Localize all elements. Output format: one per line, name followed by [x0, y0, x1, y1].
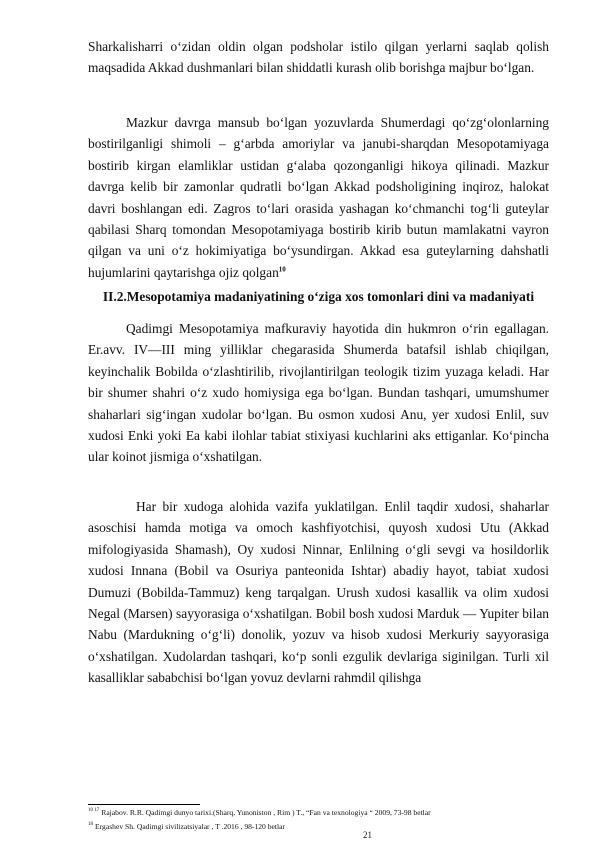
footnote-ref-10: 10 — [278, 265, 286, 274]
footnote-2-text: Ergashev Sh. Qadimgi sivilizatsiyalar , T .2016 , 98-120 betlar — [95, 822, 286, 831]
paragraph-3: Qadimgi Mesopotamiya mafkuraviy hayotida din hukmron o‘rin egallagan. Er.avv. IV—III ming yilliklar chegarasida Shumerda batafsil ishlab chiqilgan, keyinchalik Bobilda o‘zlashtirilib, rivojlantirilgan teologik tizim yuzaga keladi. Har bir shumer shahri o‘z xudo homiysiga ega bo‘lgan. Bundan tashqari, umumshumer shaharlari sig‘ingan xudolar bo‘lgan. Bu osmon xudosi Anu, yer xudosi Enlil, suv xudosi Enki yoki Ea kabi ilohlar tabiat stixiyasi kuchlarini aks ettiganlar. Ko‘pincha ular koinot jismiga o‘xshatilgan. — [88, 321, 549, 465]
footnote-divider — [88, 804, 200, 805]
paragraph-2 — [88, 112, 549, 283]
paragraph-4: Har bir xudoga alohida vazifa yuklatilgan. Enlil taqdir xudosi, shaharlar asoschisi hamda motiga va omoch kashfiyotchisi, quyosh xudosi Utu (Akkad mifologiyasida Shamash), Oy xudosi Ninnar, Enlilning o‘gli sevgi va hosildorlik xudosi Innana (Bobil va Osuriya panteonida Ishtar) abadiy hayot, tabiat xudosi Dumuzi (Bobilda-Tammuz) keng tarqalgan. Urush xudosi kasallik va olim xudosi Negal (Marsen) sayyorasiga o‘xshatilgan. Bobil bosh xudosi Marduk — Yupiter bilan Nabu (Mardukning o‘g‘li) donolik, yozuv va hisob xudosi Merkuriy sayyorasiga o‘xshatilgan. Xudolardan tashqari, ko‘p sonli ezgulik devlariga siginilgan. Turli xil kasalliklar sababchisi bo‘lgan yovuz devlarni rahmdil qilishga — [88, 499, 549, 686]
footnote-1-mark: 10 17 — [88, 808, 100, 814]
footnote-2-mark: 18 — [88, 822, 93, 828]
paragraph-2-text: Mazkur davrga mansub bo‘lgan yozuvlarda Shumerdagi qo‘zg‘olonlarning bostirilganligi shimoli – g‘arbda amoriylar va janubi-sharqdan Mesopotamiyaga bostirib kirgan elamliklar ustidan g‘alaba qozonganligi hikoya qilinadi. Mazkur davrga kelib bir zamonlar qudratli bo‘lgan Akkad podsholigining inqiroz, halokat davri boshlangan edi. Zagros to‘lari orasida yashagan ko‘chmanchi tog‘li guteylar qabilasi Sharq tomondan Mesopotamiyaga bostirib kirib butun mamlakatni vayron qilgan va uni o‘z hokimiyatiga bo‘ysundirgan. Akkad esa guteylarning dahshatli hujumlarini qaytarishga ojiz qolgan — [88, 115, 549, 280]
footnote-1 — [88, 808, 549, 818]
page-number: 21 — [363, 830, 372, 840]
section-heading: II.2.Mesopotamiya madaniyatining o‘ziga xos tomonlari dini va madaniyati — [102, 289, 535, 304]
paragraph-1: Sharkalisharri o‘zidan oldin olgan podsholar istilo qilgan yerlarni saqlab qolish maqsadida Akkad dushmanlari bilan shiddatli kurash olib borishga majbur bo‘lgan. — [88, 39, 549, 76]
footnote-1-text: Rajabov. R.R. Qadimgi dunyo tarixi.(Sharq, Yunoniston , Rim ) T., “Fan va texnologiya “ 2009, 73-98 betlar — [101, 808, 431, 817]
